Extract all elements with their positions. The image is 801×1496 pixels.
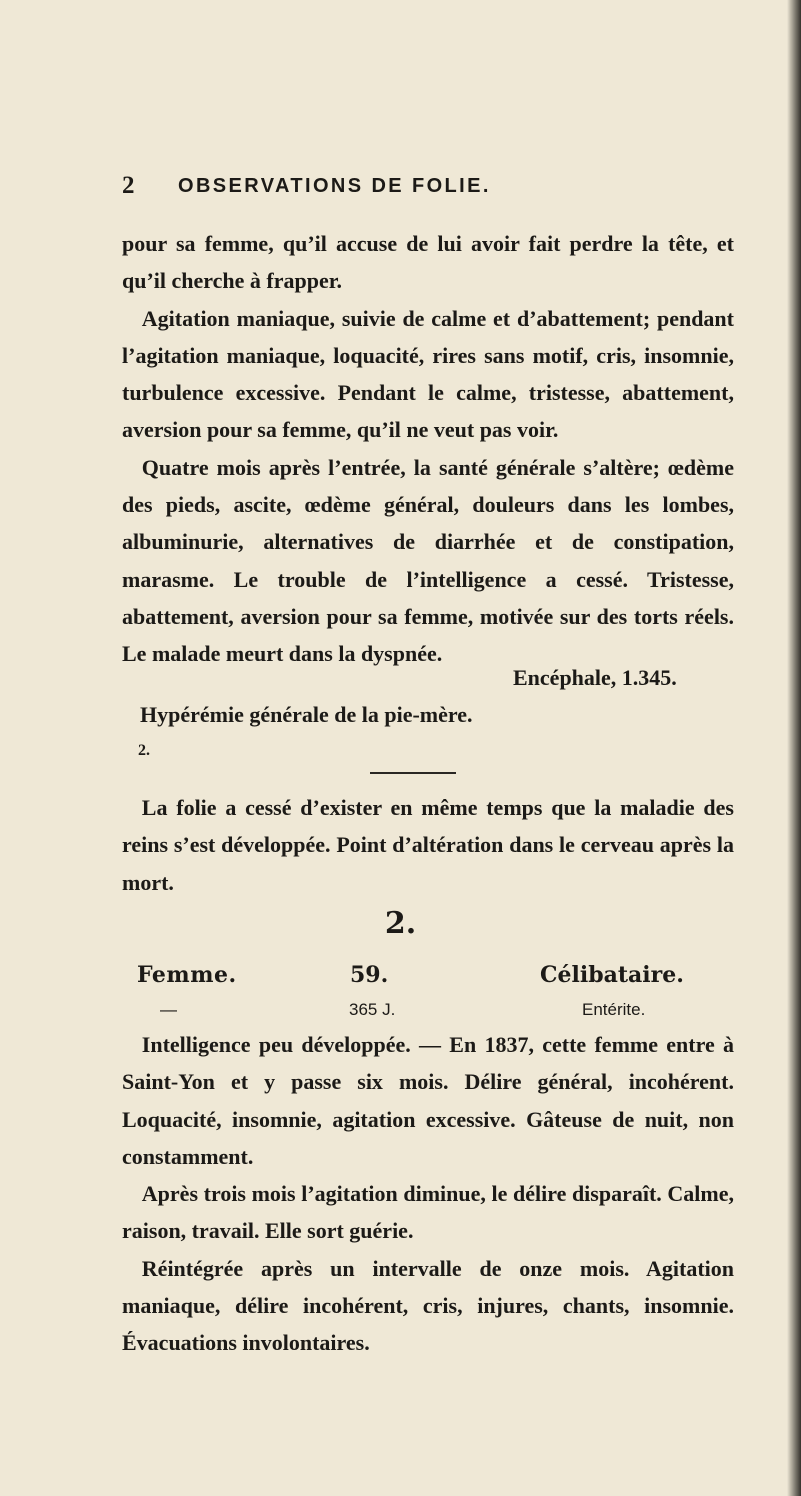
- case-2-text: [122, 1026, 734, 1362]
- case-cause-of-death: Entérite.: [582, 1000, 646, 1019]
- case-1-conclusion: [122, 789, 734, 901]
- page-header: [122, 172, 682, 206]
- footnote-number: 2.: [138, 742, 150, 759]
- case-number: 2.: [384, 906, 417, 941]
- paragraph: pour sa femme, qu’il accuse de lui avoir fait perdre la tête, et qu’il cherche à frapper.: [122, 231, 734, 294]
- case-dash: —: [160, 1000, 177, 1019]
- paragraph: Après trois mois l’agitation diminue, le délire disparaît. Calme, raison, travail. Elle sort guérie.: [122, 1181, 734, 1244]
- autopsy-finding: Hypérémie générale de la pie-mère.: [140, 702, 473, 727]
- case-1-text: [122, 225, 734, 673]
- running-title: OBSERVATIONS DE FOLIE.: [178, 175, 491, 197]
- paragraph: La folie a cessé d’exister en même temps que la maladie des reins s’est développée. Point d’altération dans le cerveau après la mort.: [122, 795, 734, 895]
- paragraph: Agitation maniaque, suivie de calme et d’abattement; pendant l’agitation maniaque, loquacité, rires sans motif, cris, insomnie, turbulence excessive. Pendant le calme, tristesse, abattement, aversion pour sa femme, qu’il ne veut pas voir.: [122, 305, 734, 443]
- section-divider: [370, 772, 456, 774]
- case-marital-status: Célibataire.: [540, 962, 684, 988]
- paragraph: Quatre mois après l’entrée, la santé générale s’altère; œdème des pieds, ascite, œdème général, douleurs dans les lombes, albuminurie, alternatives de diarrhée et de constipation, marasme. Le trouble de l’intelligence a cessé. Tristesse, abattement, aversion pour sa femme, motivée sur des torts réels. Le malade meurt dans la dyspnée.: [122, 454, 734, 667]
- case-age: 59.: [350, 962, 389, 988]
- case-sex: Femme.: [137, 962, 237, 988]
- case-duration: 365 J.: [349, 1000, 396, 1019]
- page-edge-shadow: [787, 0, 801, 1496]
- page-number: 2: [122, 172, 135, 199]
- paragraph: Réintégrée après un intervalle de onze mois. Agitation maniaque, délire incohérent, cris, injures, chants, insomnie. Évacuations involontaires.: [122, 1255, 734, 1356]
- paragraph: Intelligence peu développée. — En 1837, cette femme entre à Saint-Yon et y passe six mois. Délire général, incohérent. Loquacité, insomnie, agitation excessive. Gâteuse de nuit, non constamment.: [122, 1032, 734, 1169]
- encephale-weight: Encéphale, 1.345.: [513, 665, 677, 690]
